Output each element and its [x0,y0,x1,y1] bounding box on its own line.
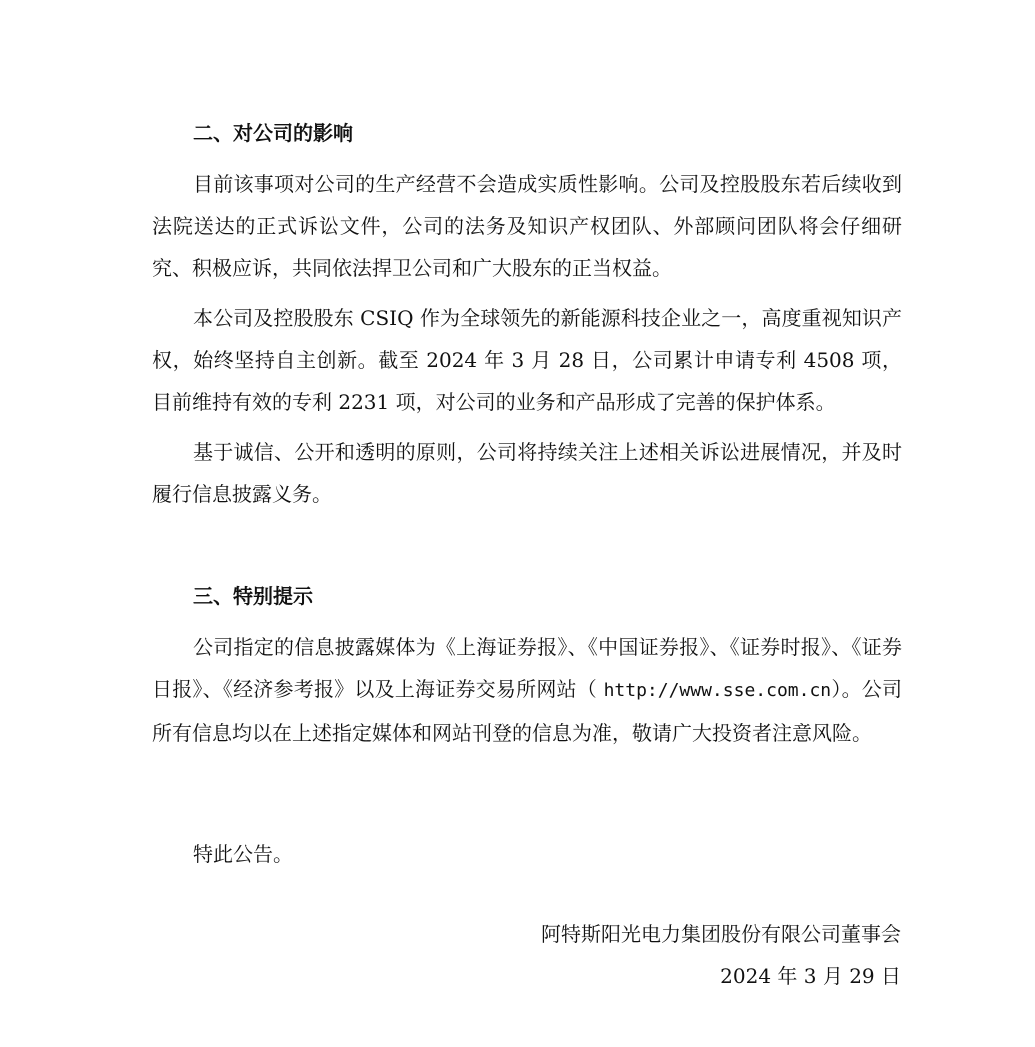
closing-statement: 特此公告。 [193,842,293,866]
impact-paragraph-3: 基于诚信、公开和透明的原则，公司将持续关注上述相关诉讼进展情况，并及时履行信息披露义务。 [152,440,902,506]
section-heading-notice: 三、特别提示 [193,584,313,608]
sse-website-link[interactable]: http://www.sse.com.cn [603,680,832,701]
impact-paragraph-2: 本公司及控股股东 CSIQ 作为全球领先的新能源科技企业之一，高度重视知识产权，始终坚持自主创新。截至 2024 年 3 月 28 日，公司累计申请专利 4508 项，目前维持有效的专利 2231 项，对公司的业务和产品形成了完善的保护体系。 [152,306,902,414]
signatory-company: 阿特斯阳光电力集团股份有限公司董事会 [541,922,901,946]
notice-text-after-url: ）。公司所有信息均以在上述指定媒体和网站刊登的信息为准，敬请广大投资者注意风险。 [152,677,903,745]
announcement-date: 2024 年 3 月 29 日 [720,964,901,988]
notice-text-before-url: 公司指定的信息披露媒体为《上海证券报》、《中国证券报》、《证券时报》、《证券日报》、《经济参考报》以及上海证券交易所网站（ [152,635,902,701]
section-heading-impact: 二、对公司的影响 [193,121,353,145]
impact-paragraph-1: 目前该事项对公司的生产经营不会造成实质性影响。公司及控股股东若后续收到法院送达的正式诉讼文件，公司的法务及知识产权团队、外部顾问团队将会仔细研究、积极应诉，共同依法捍卫公司和广大股东的正当权益。 [152,172,902,280]
notice-paragraph [152,626,902,754]
